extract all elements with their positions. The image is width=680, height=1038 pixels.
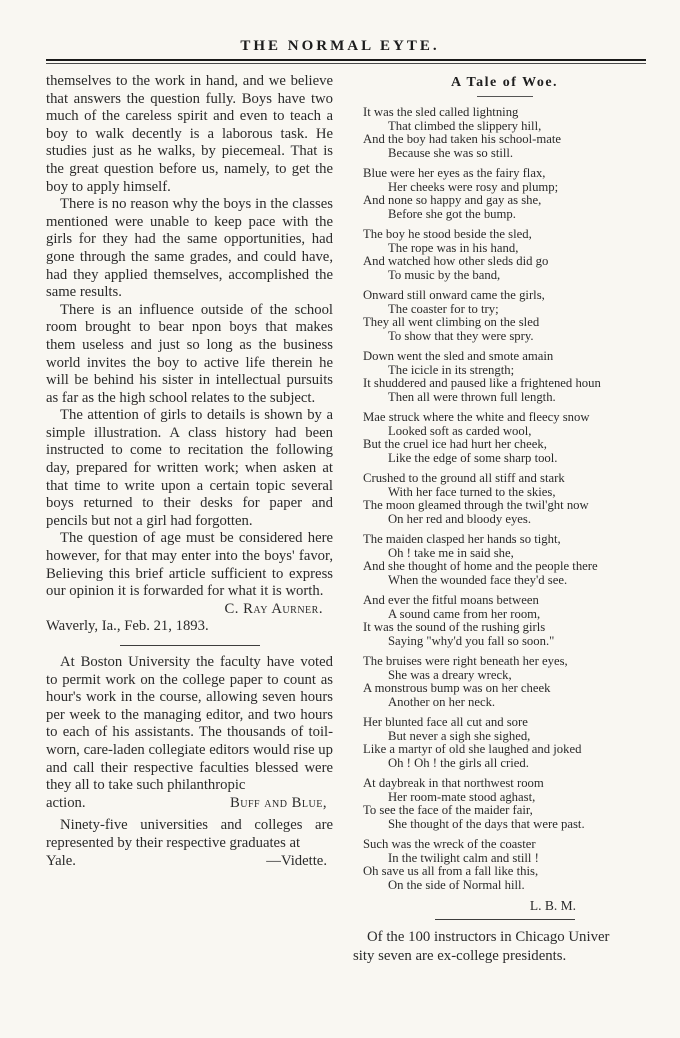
poem-line: And watched how other sleds did go — [363, 254, 549, 268]
article-paragraph: The attention of girls to details is shown by a simple illustration. A class history had been instructed to come to recitation the following day, prepared for written work; when asken at that time to write upon a certain topic several boys returned to their desks for paper and pencils but not a girl had forgotten. — [46, 407, 333, 529]
poem-line: A sound came from her room, — [388, 606, 541, 621]
article-boston-signature: Buff and Blue, — [229, 794, 327, 811]
article-boston-last-word: action. — [46, 794, 86, 811]
poem-stanza — [363, 167, 656, 221]
poem-stanza — [363, 472, 656, 526]
poem-stanza — [363, 411, 656, 465]
article-paragraph: themselves to the work in hand, and we believe that answers the question fully. Boys have two much of the careless spirit and even to teach a boy to walk decently is a laborous task. He studies just as he walks, by piecemeal. That is the great question before us, namely, to get the boy to apply himself. — [46, 73, 333, 195]
article-boston-body: At Boston University the faculty have voted to permit work on the college paper to count as hour's work in the course, allowing seven hours per week to the managing editor, and two hours to each of his assistants. The thousands of toil-worn, care-laden collegiate editors would rise up and call their respective faculties blessed were they all to take such philanthropic — [46, 654, 333, 794]
poem-line: At daybreak in that northwest room — [363, 776, 544, 790]
poem-line: The icicle in its strength; — [388, 362, 515, 377]
poem-line: Looked soft as carded wool, — [388, 423, 532, 438]
article-paragraph: There is an influence outside of the school room brought to bear npon boys that makes them useless and just so long as the business world invites the boy to active life therein he will be behind his sister in intellectual pursuits as far as the high school relates to the subject. — [46, 301, 333, 406]
article-boys-dateline: Waverly, Ia., Feb. 21, 1893. — [46, 618, 209, 635]
article-yale-signature-row — [46, 853, 333, 871]
poem-line: Oh ! take me in said she, — [388, 545, 514, 560]
note-line: sity seven are ex-college presidents. — [353, 948, 567, 964]
poem-line: When the wounded face they'd see. — [388, 572, 568, 587]
poem-line: Oh ! Oh ! the girls all cried. — [388, 755, 529, 770]
poem-line: That climbed the slippery hill, — [388, 118, 542, 133]
article-boston-signature-row — [46, 795, 333, 813]
poem-title: A Tale of Woe. — [450, 75, 559, 90]
poem-line: And ever the fitful moans between — [363, 593, 539, 607]
poem-line: With her face turned to the skies, — [388, 484, 556, 499]
poem-line: The boy he stood beside the sled, — [363, 227, 532, 241]
poem-line: She thought of the days that were past. — [388, 816, 585, 831]
page-columns — [46, 73, 656, 967]
right-column — [353, 73, 656, 967]
section-divider-rule — [120, 645, 260, 646]
poem-stanzas — [363, 106, 656, 892]
poem-stanza — [363, 716, 656, 770]
poem-line: On her red and bloody eyes. — [388, 511, 532, 526]
poem-line: To music by the band, — [388, 267, 501, 282]
poem-line: Because she was so still. — [388, 145, 514, 160]
poem-stanza — [363, 655, 656, 709]
poem-stanza — [363, 106, 656, 160]
poem-line: The coaster for to try; — [388, 301, 499, 316]
poem-line: Saying "why'd you fall so soon." — [388, 633, 555, 648]
poem-line: Her blunted face all cut and sore — [363, 715, 528, 729]
poem-line: They all went climbing on the sled — [363, 315, 540, 329]
article-boston — [46, 654, 333, 812]
poem-line: Mae struck where the white and fleecy snow — [363, 410, 590, 424]
poem-line: Her room-mate stood aghast, — [388, 789, 536, 804]
poem-line: Before she got the bump. — [388, 206, 516, 221]
poem-stanza — [363, 594, 656, 648]
poem-line: The rope was in his hand, — [388, 240, 519, 255]
poem-line: Like a martyr of old she laughed and joked — [363, 742, 582, 756]
poem-line: To see the face of the maider fair, — [363, 803, 533, 817]
article-boys-paragraphs — [46, 73, 333, 601]
poem-line: But the cruel ice had hurt her cheek, — [363, 437, 547, 451]
poem-line: And none so happy and gay as she, — [363, 193, 542, 207]
poem-line: The moon gleamed through the twil'ght now — [363, 498, 589, 512]
poem-stanza — [363, 777, 656, 831]
article-yale-signature: —Vidette. — [266, 852, 327, 869]
article-yale-last-word: Yale. — [46, 852, 76, 869]
article-paragraph: The question of age must be considered here however, for that may enter into the boys' favor, Believing this brief article sufficient to express our opinion it is forwarded for what it is worth. — [46, 530, 333, 600]
poem-line: She was a dreary wreck, — [388, 667, 512, 682]
poem-line: It was the sled called lightning — [363, 105, 519, 119]
poem-line: In the twilight calm and still ! — [388, 850, 539, 865]
chicago-note — [353, 928, 656, 967]
poem-line: It shuddered and paused like a frightened houn — [363, 376, 601, 390]
poem-line: A monstrous bump was on her cheek — [363, 681, 551, 695]
poem-line: Onward still onward came the girls, — [363, 288, 545, 302]
poem-line: But never a sigh she sighed, — [388, 728, 531, 743]
poem-line: And she thought of home and the people there — [363, 559, 598, 573]
poem-line: Like the edge of some sharp tool. — [388, 450, 558, 465]
poem — [353, 106, 656, 913]
article-yale-body: Ninety-five universities and colleges are represented by their respective graduates at — [46, 817, 333, 851]
poem-line: The bruises were right beneath her eyes, — [363, 654, 568, 668]
poem-stanza — [363, 838, 656, 892]
poem-line: Crushed to the ground all stiff and stark — [363, 471, 565, 485]
poem-line: It was the sound of the rushing girls — [363, 620, 546, 634]
poem-line: To show that they were spry. — [388, 328, 534, 343]
poem-line: Blue were her eyes as the fairy flax, — [363, 166, 546, 180]
article-boys-signature: C. Ray Aurner. — [224, 600, 323, 617]
poem-line: The maiden clasped her hands so tight, — [363, 532, 561, 546]
poem-line: And the boy had taken his school-mate — [363, 132, 562, 146]
poem-stanza — [363, 350, 656, 404]
poem-title-rule — [477, 96, 533, 97]
masthead-title: THE NORMAL EYTE. — [240, 38, 440, 54]
masthead-double-rule — [46, 59, 646, 64]
article-paragraph: There is no reason why the boys in the classes mentioned were unable to keep pace with the girls for they had the same opportunities, had gone through the same grades, and could have, had they applied themselves, accomplished the same results. — [46, 196, 333, 301]
poem-end-rule — [435, 919, 575, 920]
poem-line: Down went the sled and smote amain — [363, 349, 554, 363]
note-line: Of the 100 instructors in Chicago Univer — [367, 928, 610, 945]
poem-line: Such was the wreck of the coaster — [363, 837, 536, 851]
poem-signature: L. B. M. — [529, 898, 576, 913]
poem-line: Another on her neck. — [388, 694, 496, 709]
poem-line: Her cheeks were rosy and plump; — [388, 179, 559, 194]
left-column — [46, 73, 333, 967]
poem-line: Oh save us all from a fall like this, — [363, 864, 539, 878]
poem-stanza — [363, 228, 656, 282]
poem-stanza — [363, 289, 656, 343]
poem-stanza — [363, 533, 656, 587]
article-yale — [46, 817, 333, 870]
poem-line: Then all were thrown full length. — [388, 389, 556, 404]
poem-line: On the side of Normal hill. — [388, 877, 525, 892]
